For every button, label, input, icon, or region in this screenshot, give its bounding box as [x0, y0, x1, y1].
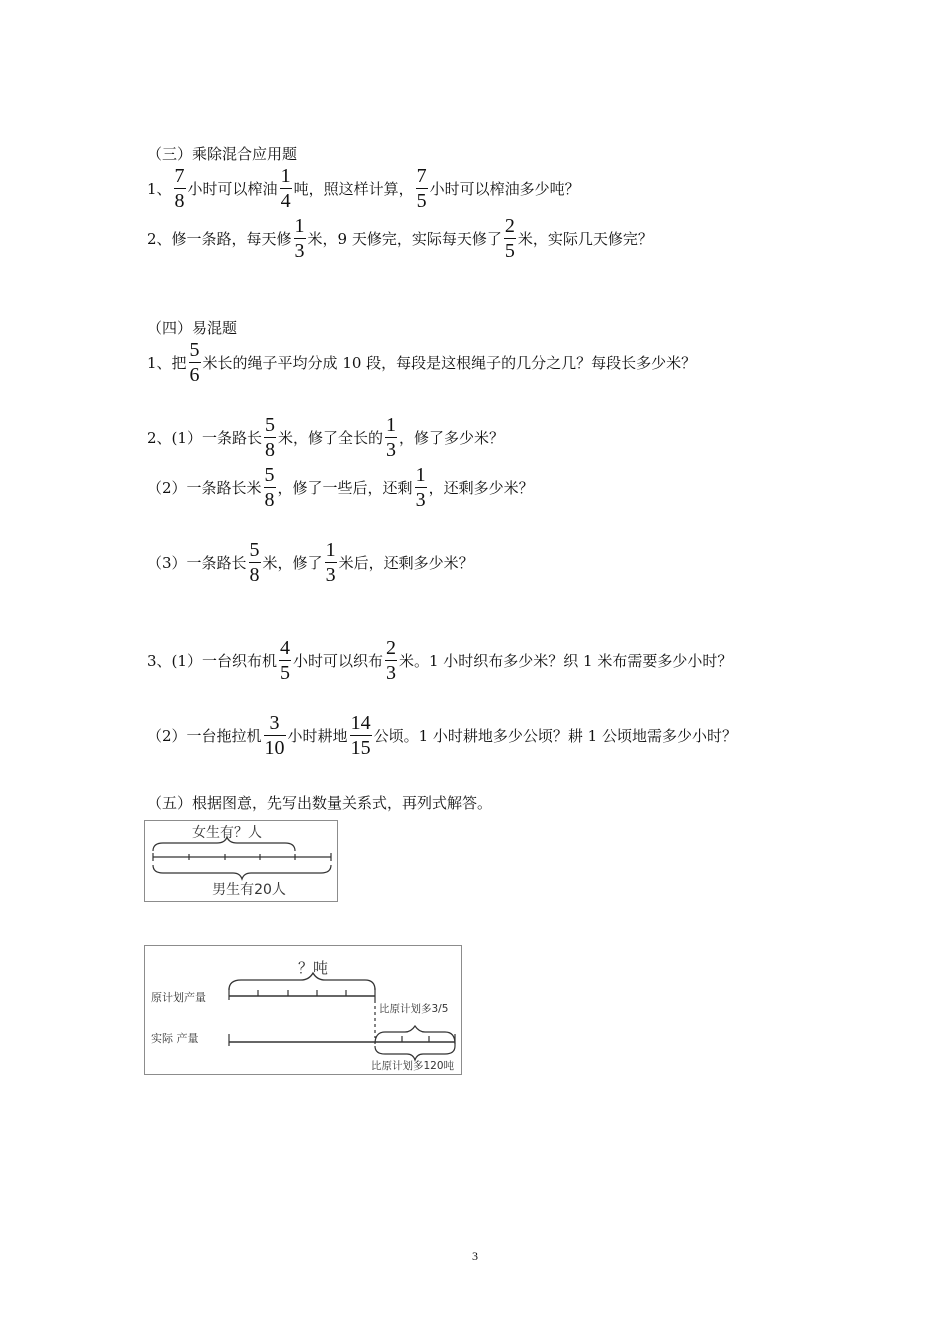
more-tons-note: 比原计划多120吨 — [371, 1060, 455, 1072]
fraction: $\frac{5}{8}$ — [249, 539, 260, 586]
actual-ticks — [229, 1034, 455, 1046]
fraction: $\frac{5}{8}$ — [264, 414, 275, 461]
fraction: $\frac{5}{6}$ — [189, 339, 200, 386]
fraction: $\frac{1}{4}$ — [280, 165, 291, 212]
actual-label: 实际 产量 — [151, 1032, 199, 1045]
fraction: $\frac{1}{3}$ — [294, 215, 305, 262]
fraction: $\frac{4}{5}$ — [279, 637, 290, 684]
fraction: $\frac{7}{5}$ — [416, 165, 427, 212]
fraction: $\frac{1}{3}$ — [325, 539, 336, 586]
fraction: $\frac{3}{10}$ — [264, 712, 285, 759]
question-4-3-2: （2）一台拖拉机 $\frac{3}{10}$ 小时耕地 $\frac{14}{15}$ 公顷。1 小时耕地多少公顷？耕 1 公顷地需多少小时？ — [147, 712, 737, 759]
boys-label: 男生有20人 — [212, 882, 286, 898]
fraction: $\frac{14}{15}$ — [350, 712, 371, 759]
section-3-heading: （三）乘除混合应用题 — [147, 145, 298, 163]
fraction: $\frac{1}{3}$ — [415, 464, 426, 511]
girls-label: 女生有？人 — [192, 825, 262, 841]
more-fraction-note: 比原计划多3/5 — [379, 1003, 449, 1015]
fraction: $\frac{5}{8}$ — [264, 464, 275, 511]
fraction: $\frac{1}{3}$ — [385, 414, 396, 461]
question-4-3-1: 3、(1）一台织布机 $\frac{4}{5}$ 小时可以织布 $\frac{2}{3}$ 米。1 小时织布多少米？织 1 米布需要多少小时？ — [147, 637, 733, 684]
segment-diagram-girls-boys — [144, 820, 338, 902]
tons-label: ？吨 — [297, 959, 329, 977]
planned-ticks — [229, 988, 375, 1000]
question-3-1: 1、 $\frac{7}{8}$ 小时可以榨油 $\frac{1}{4}$ 吨，照这样计算， $\frac{7}{5}$ 小时可以榨油多少吨？ — [147, 165, 580, 212]
question-4-2-2: （2）一条路长米 $\frac{5}{8}$ ，修了一些后，还剩 $\frac{1}{3}$ ，还剩多少米？ — [147, 464, 534, 511]
section-4-heading: （四）易混题 — [147, 319, 238, 337]
fraction: $\frac{2}{5}$ — [504, 215, 515, 262]
question-4-2-1: 2、(1）一条路长 $\frac{5}{8}$ 米，修了全长的 $\frac{1}{3}$ ，修了多少米？ — [147, 414, 504, 461]
fraction: $\frac{2}{3}$ — [385, 637, 396, 684]
section-5-heading: （五）根据图意，先写出数量关系式，再列式解答。 — [147, 794, 493, 812]
boys-brace — [153, 865, 331, 879]
fraction: $\frac{7}{8}$ — [174, 165, 185, 212]
page-number: 3 — [472, 1249, 478, 1263]
question-3-2: 2、修一条路，每天修 $\frac{1}{3}$ 米，9 天修完，实际每天修了 $\frac{2}{5}$ 米，实际几天修完？ — [147, 215, 653, 262]
planned-label: 原计划产量 — [151, 991, 206, 1004]
question-4-1: 1、把 $\frac{5}{6}$ 米长的绳子平均分成 10 段，每段是这根绳子的几分之几？每段长多少米？ — [147, 339, 697, 386]
extra-brace-bottom — [375, 1046, 455, 1060]
segment-diagram-production — [144, 945, 462, 1075]
question-4-2-3: （3）一条路长 $\frac{5}{8}$ 米，修了 $\frac{1}{3}$ 米后，还剩多少米？ — [147, 539, 474, 586]
